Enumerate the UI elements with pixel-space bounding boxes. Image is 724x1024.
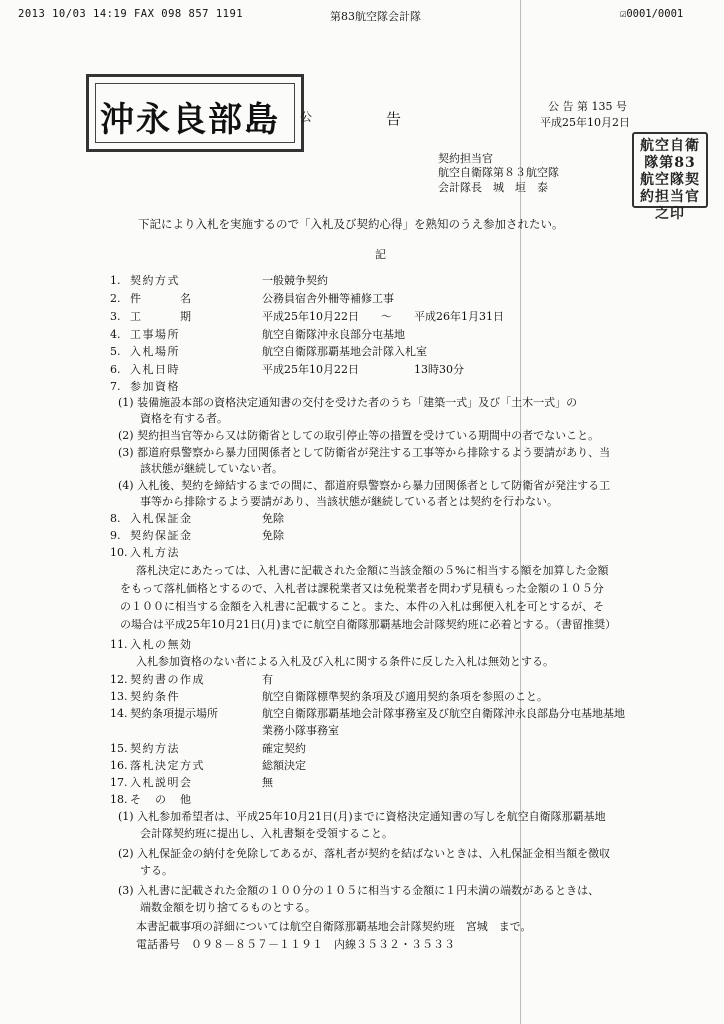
fax-header: 2013 10/03 14:19 FAX 098 857 1191 (18, 8, 244, 20)
invalid-text: 入札参加資格のない者による入札及び入札に関する条件に反した入札は無効とする。 (136, 655, 554, 668)
list-item: 5. 入札場所 航空自衛隊那覇基地会計隊入札室 (110, 345, 427, 358)
list-item: 11. 入札の無効 (110, 638, 193, 651)
qualification-line: (1) 装備施設本部の資格決定通知書の交付を受けた者のうち「建築一式」及び「土木一式」の (118, 396, 578, 409)
qualification-line: 資格を有する者。 (118, 412, 228, 425)
location-stamp: 沖永良部島 (100, 100, 280, 140)
qualification-line: (2) 契約担当官等から又は防衛省としての取引停止等の措置を受けている期間中の者でないこと。 (118, 429, 600, 442)
other-line: (1) 入札参加希望者は、平成25年10月21日(月)までに資格決定通知書の写しを航空自衛隊那覇基地 (118, 810, 606, 823)
method-line: 落札決定にあたっては、入札書に記載された金額に当該金額の５%に相当する額を加算した金額 (136, 564, 609, 577)
other-line: する。 (118, 864, 173, 877)
method-line: の１００に相当する金額を入札書に記載すること。また、本件の入札は郵便入札を可とするが、そ (120, 600, 604, 613)
heading-ko: 公 (300, 110, 313, 124)
list-item: 4. 工事場所 航空自衛隊沖永良部分屯基地 (110, 328, 405, 341)
qualification-line: 該状態が継続していない者。 (118, 462, 283, 475)
seal-text: 航空自衛隊第83航空隊契約担当官之印 (640, 138, 700, 222)
list-item: 10. 入札方法 (110, 546, 180, 559)
list-item: 18. そ の 他 (110, 793, 193, 806)
qualification-line: (4) 入札後、契約を締結するまでの間に、都道府県警察から暴力団関係者として防衛省が発注する工 (118, 479, 611, 492)
list-item: 16. 落札決定方式 総額決定 (110, 759, 306, 772)
list-item: 2. 件 名 公務員宿舎外柵等補修工事 (110, 292, 394, 305)
list-item: 12. 契約書の作成 有 (110, 673, 273, 686)
qualification-line: 事等から排除するよう要請があり、当該状態が継続している者とは契約を行わない。 (118, 495, 558, 508)
list-item: 6. 入札日時 平成25年10月22日 13時30分 (110, 363, 464, 376)
contract-officer-role: 契約担当官 (438, 152, 493, 165)
list-item: 1. 契約方式 一般競争契約 (110, 274, 328, 287)
method-line: の場合は平成25年10月21日(月)までに航空自衛隊那覇基地会計隊契約班に必着とする。（書留推奨） (120, 618, 617, 631)
fax-page-count: ☑0001/0001 (620, 8, 684, 20)
intro-text: 下記により入札を実施するので「入札及び契約心得」を熟知のうえ参加されたい。 (138, 217, 564, 231)
contract-officer-org: 航空自衛隊第８３航空隊 (438, 166, 559, 179)
list-item: 3. 工 期 平成25年10月22日 ～ 平成26年1月31日 (110, 310, 504, 323)
ki-heading: 記 (375, 248, 386, 261)
other-line: (3) 入札書に記載された金額の１００分の１０５に相当する金額に１円未満の端数があるときは、 (118, 884, 600, 897)
scan-artifact-line (520, 0, 521, 1024)
list-item: 13. 契約条件 航空自衛隊標準契約条項及び適用契約条項を参照のこと。 (110, 690, 548, 703)
contact-text: 本書記載事項の詳細については航空自衛隊那覇基地会計隊契約班 宮城 まで。 (136, 920, 532, 933)
notice-date: 平成25年10月2日 (540, 116, 630, 129)
page-title: 告 (386, 110, 402, 128)
other-line: (2) 入札保証金の納付を免除してあるが、落札者が契約を結ばないときは、入札保証金相当額を徴収 (118, 847, 611, 860)
list-item: 7. 参加資格 (110, 380, 180, 393)
other-line: 会計隊契約班に提出し、入札書類を受領すること。 (118, 827, 393, 840)
item14-continued: 業務小隊事務室 (262, 724, 339, 737)
qualification-line: (3) 都道府県警察から暴力団関係者として防衛省が発注する工事等から排除するよう要請があり、当 (118, 446, 611, 459)
official-seal (632, 132, 708, 222)
fax-sender: 第83航空隊会計隊 (330, 10, 421, 23)
list-item: 9. 契約保証金 免除 (110, 529, 284, 542)
list-item: 14. 契約条項提示場所 航空自衛隊那覇基地会計隊事務室及び航空自衛隊沖永良部島分屯基地基地 (110, 707, 625, 720)
other-line: 端数金額を切り捨てるものとする。 (118, 901, 316, 914)
contract-officer-name: 会計隊長 城 垣 泰 (438, 181, 548, 194)
list-item: 8. 入札保証金 免除 (110, 512, 284, 525)
notice-number: 公 告 第 135 号 (548, 100, 627, 113)
phone-number: 電話番号 ０９８－８５７－１１９１ 内線３５３２・３５３３ (136, 938, 455, 951)
list-item: 17. 入札説明会 無 (110, 776, 273, 789)
method-line: をもって落札価格とするので、入札者は課税業者又は免税業者を問わず見積もった金額の１０５分 (120, 582, 604, 595)
list-item: 15. 契約方法 確定契約 (110, 742, 306, 755)
